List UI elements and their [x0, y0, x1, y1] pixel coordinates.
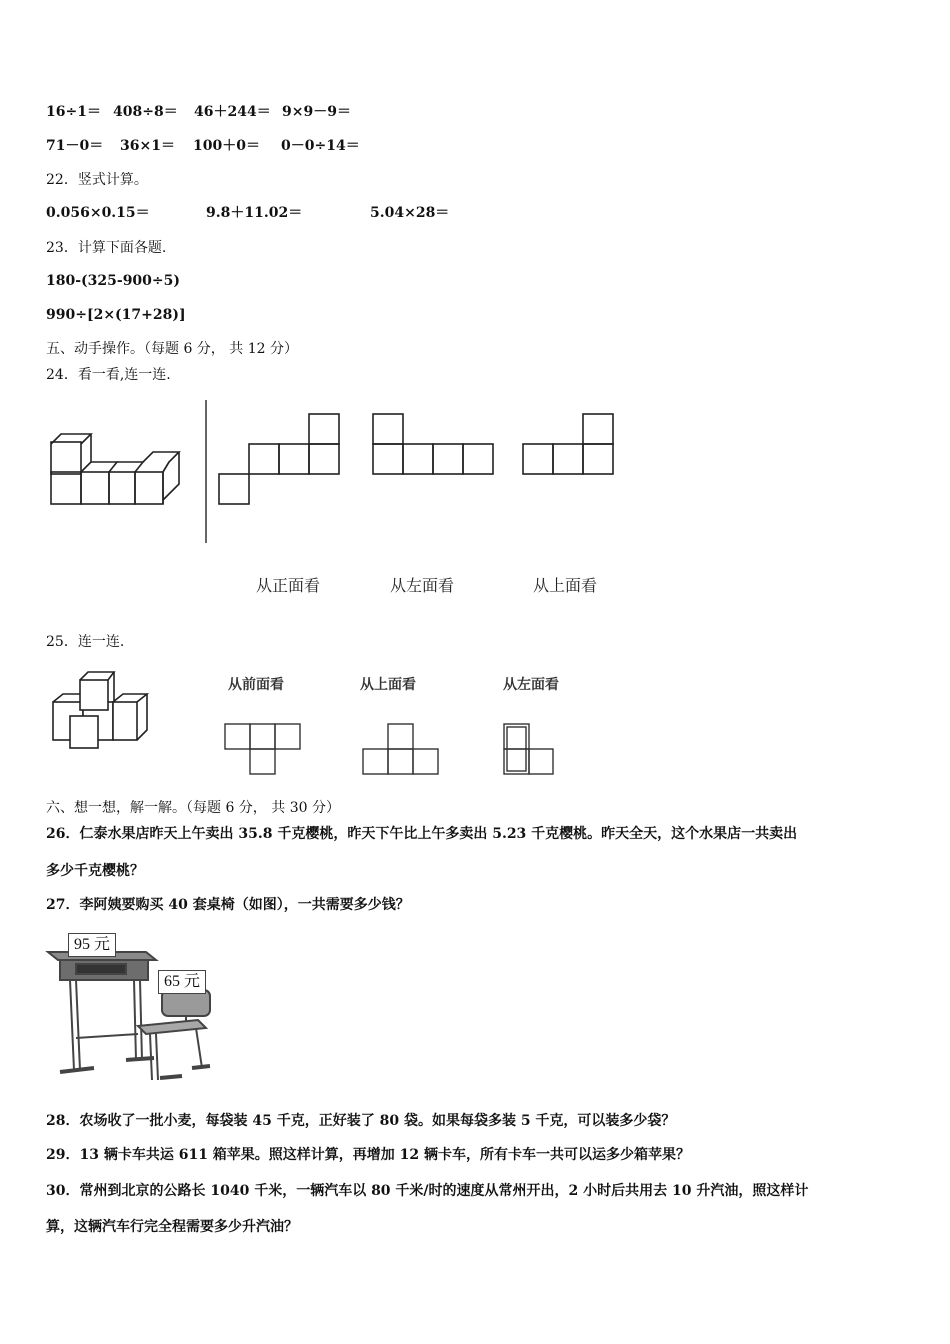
q25-view-front: [224, 723, 332, 779]
oral-item: 16÷1＝: [46, 104, 101, 120]
q22-items: [46, 204, 449, 222]
oral-item: 0－0÷14＝: [281, 138, 360, 154]
oral-item: 71－0＝: [46, 138, 104, 154]
oral-calc-row-2: [46, 137, 360, 155]
q24-title: 24．看一看,连一连.: [46, 367, 171, 383]
q23-expr-2: 990÷[2×(17+28)]: [46, 307, 186, 323]
q23-expr-1: 180-(325-900÷5): [46, 273, 181, 289]
q25-view-left: [503, 723, 557, 779]
q26-line-1: 26．仁泰水果店昨天上午卖出 35.8 千克樱桃，昨天下午比上午多卖出 5.23 千克樱桃。昨天全天，这个水果店一共卖出: [46, 826, 798, 842]
q22-item: 0.056×0.15＝: [46, 205, 150, 221]
q25-title: 25．连一连.: [46, 634, 125, 650]
oral-item: 9×9－9＝: [282, 104, 351, 120]
oral-item: 36×1＝: [120, 138, 175, 154]
oral-calc-row-1: [46, 103, 351, 121]
q24-view-3: [522, 413, 618, 478]
q24-view-1: [218, 413, 343, 508]
q22-title: 22．竖式计算。: [46, 172, 148, 188]
q24-label-front: 从正面看: [256, 576, 321, 595]
q24-label-left: 从左面看: [390, 576, 455, 595]
section-5-heading: 五、动手操作。（每题 6 分， 共 12 分）: [46, 341, 298, 357]
q24-solid-figure: [50, 442, 185, 507]
q30-line-2: 算，这辆汽车行完全程需要多少升汽油？: [46, 1219, 298, 1235]
q29: 29．13 辆卡车共运 611 箱苹果。照这样计算，再增加 12 辆卡车，所有卡车一共可以运多少箱苹果？: [46, 1147, 691, 1163]
q26-line-2: 多少千克樱桃？: [46, 863, 144, 879]
q30-line-1: 30．常州到北京的公路长 1040 千米，一辆汽车以 80 千米/时的速度从常州开出，2 小时后共用去 10 升汽油，照这样计: [46, 1183, 809, 1199]
desk-price-tag: 95 元: [68, 933, 116, 957]
q25-label-left: 从左面看: [503, 677, 559, 693]
q25-view-top: [362, 723, 442, 779]
oral-item: 100＋0＝: [193, 138, 260, 154]
chair-price-tag: 65 元: [158, 970, 206, 994]
q28: 28．农场收了一批小麦，每袋装 45 千克，正好装了 80 袋。如果每袋多装 5 千克，可以装多少袋？: [46, 1113, 676, 1129]
q25-label-top: 从上面看: [360, 677, 416, 693]
q27-title: 27．李阿姨要购买 40 套桌椅（如图），一共需要多少钱？: [46, 897, 410, 913]
oral-item: 46＋244＝: [194, 104, 271, 120]
q24-label-top: 从上面看: [533, 576, 598, 595]
q25-solid-figure: [50, 672, 150, 752]
q23-title: 23．计算下面各题.: [46, 240, 167, 256]
q22-item: 9.8＋11.02＝: [206, 205, 303, 221]
q24-view-2: [372, 413, 498, 478]
q25-label-front: 从前面看: [228, 677, 284, 693]
oral-item: 408÷8＝: [113, 104, 178, 120]
section-6-heading: 六、想一想，解一解。（每题 6 分， 共 30 分）: [46, 800, 340, 816]
q22-item: 5.04×28＝: [370, 205, 450, 221]
q24-divider: [205, 400, 209, 545]
